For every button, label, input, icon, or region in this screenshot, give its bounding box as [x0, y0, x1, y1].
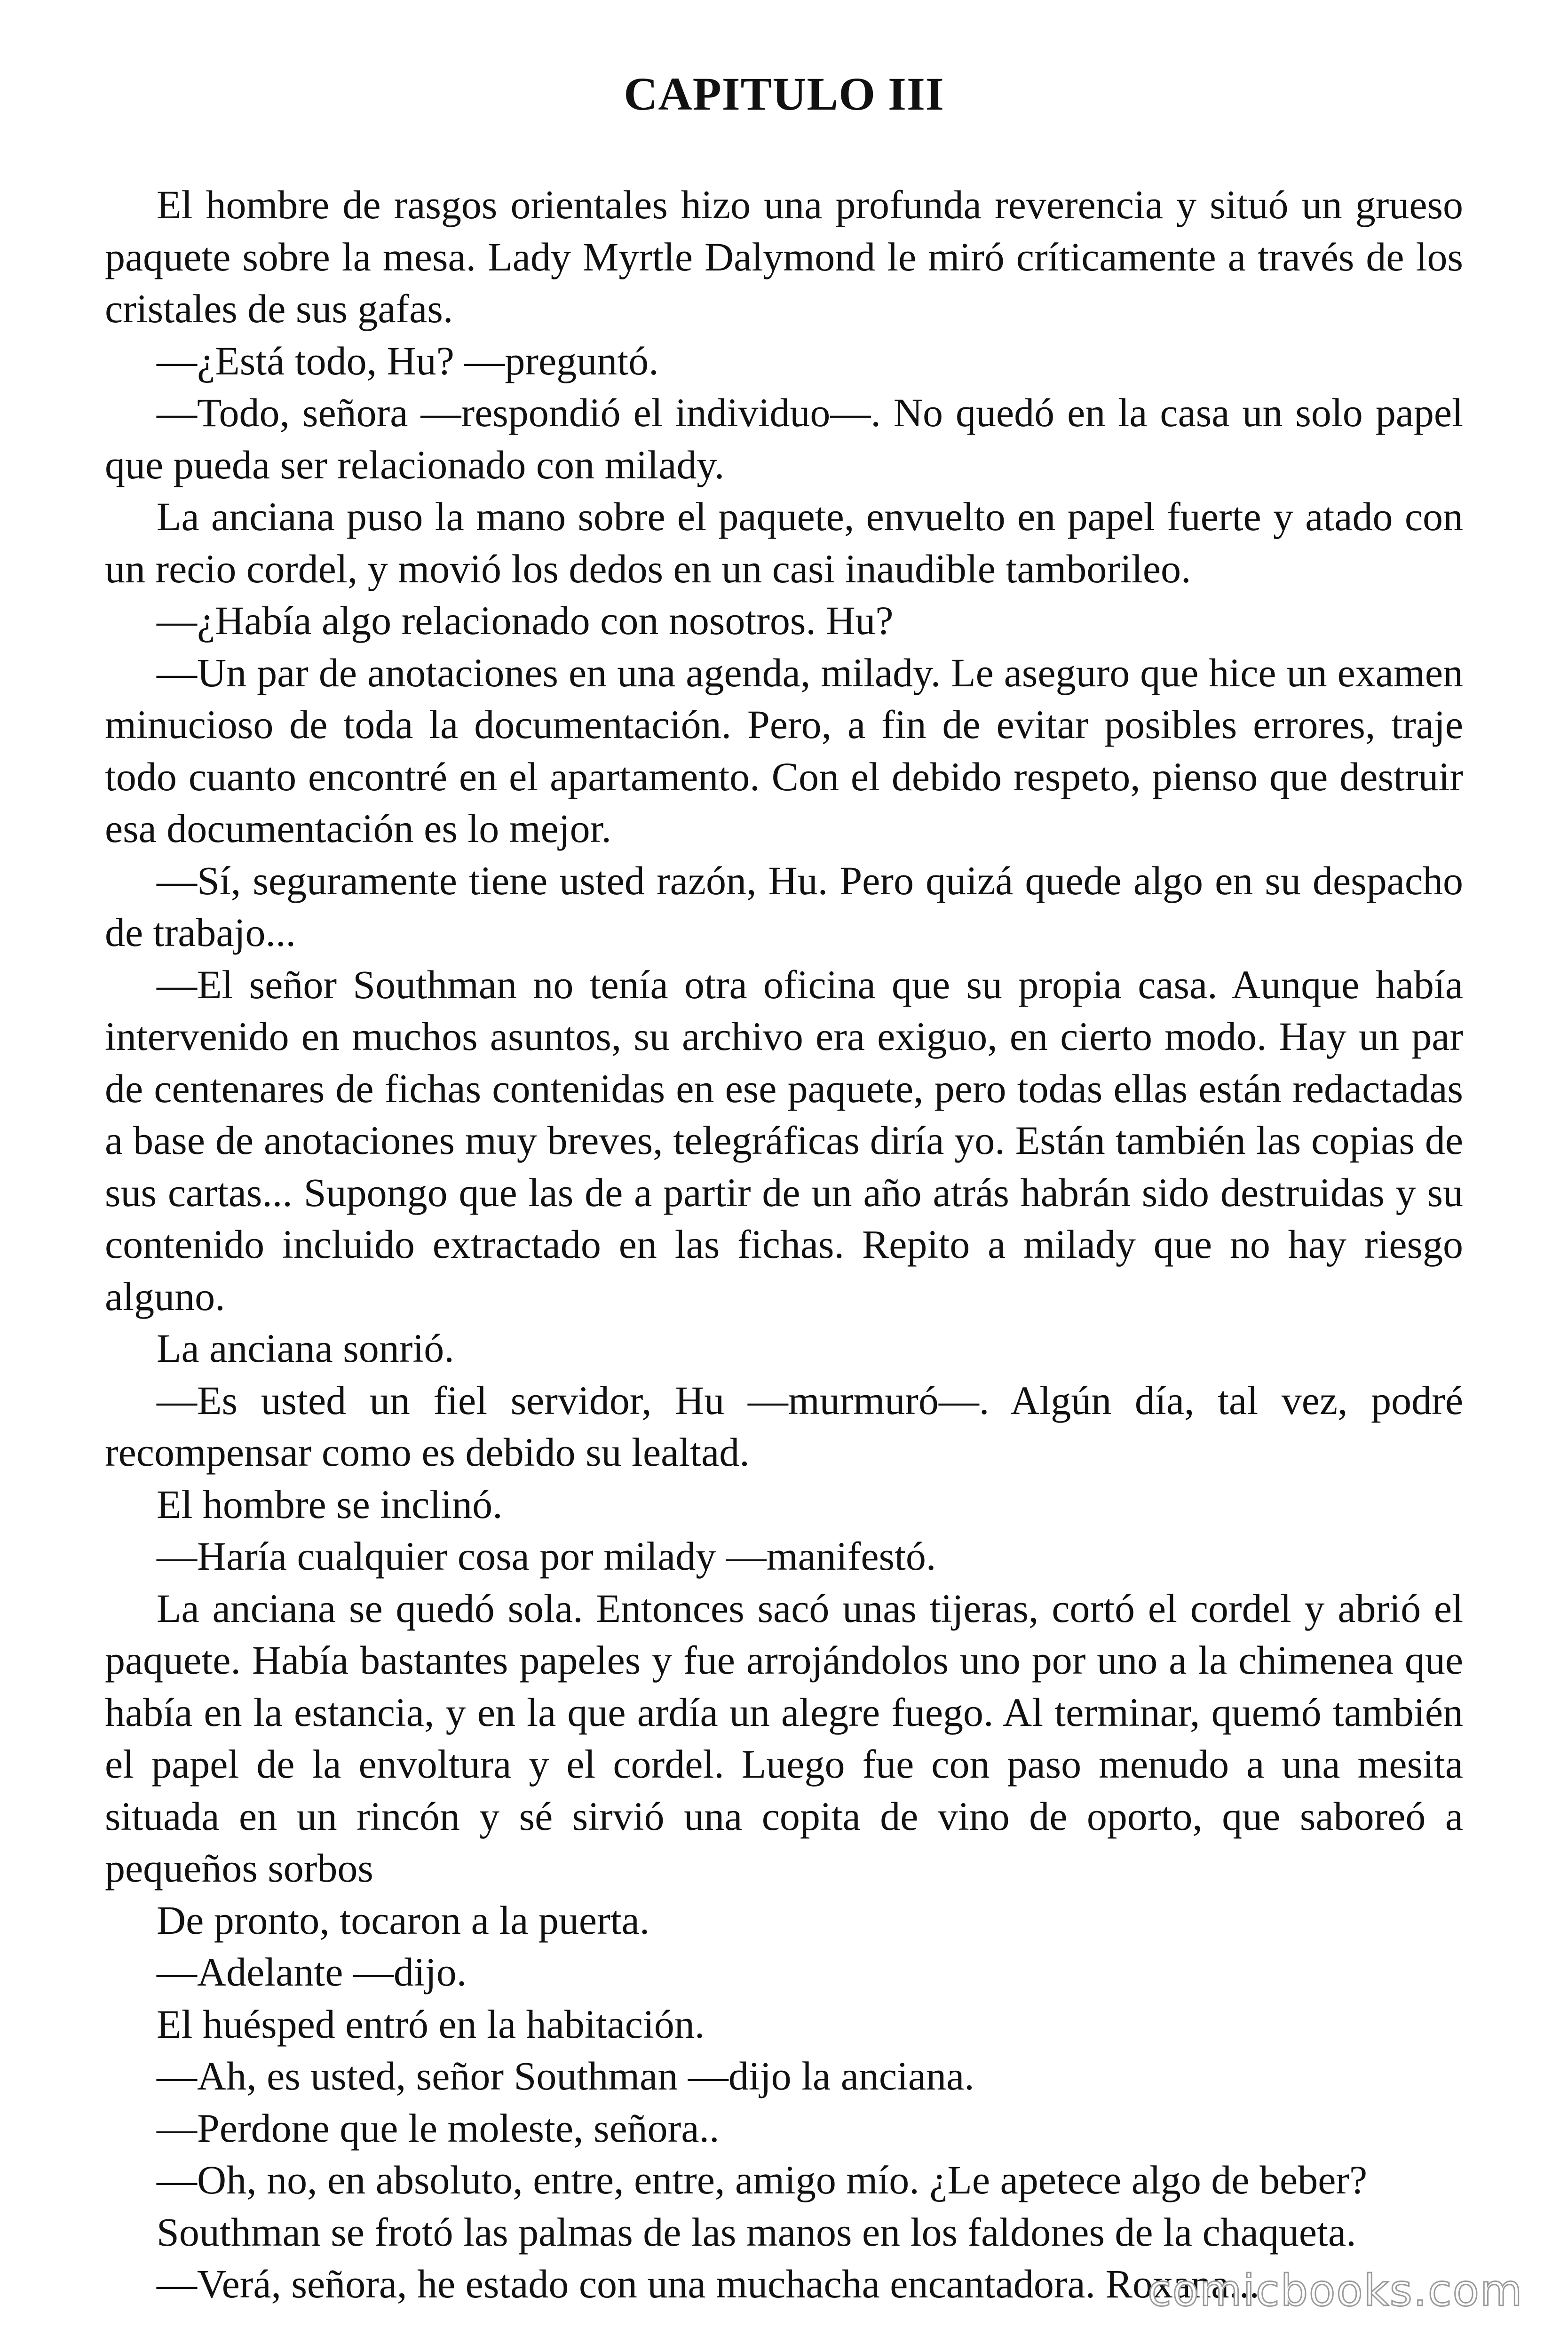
- paragraph: —Sí, seguramente tiene usted razón, Hu. Pero quizá quede algo en su despacho de trabajo...: [105, 858, 1463, 955]
- paragraph: El huésped entró en la habitación.: [157, 2001, 705, 2047]
- paragraph: Southman se frotó las palmas de las manos en los faldones de la chaqueta.: [157, 2209, 1356, 2255]
- paragraph: —Haría cualquier cosa por milady —manifestó.: [157, 1534, 936, 1579]
- paragraph: —El señor Southman no tenía otra oficina que su propia casa. Aunque había intervenido en muchos asuntos, su archivo era exiguo, en cierto modo. Hay un par de centenares de fichas contenidas en ese paquete, pero todas ellas están redactadas a base de anotaciones muy breves, telegráficas diría yo. Están también las copias de sus cartas... Supongo que las de a partir de un año atrás habrán sido destruidas y su contenido incluido extractado en las fichas. Repito a milady que no hay riesgo alguno.: [105, 961, 1463, 1319]
- paragraph: —¿Había algo relacionado con nosotros. Hu?: [157, 598, 894, 643]
- paragraph: La anciana se quedó sola. Entonces sacó unas tijeras, cortó el cordel y abrió el paquete. Había bastantes papeles y fue arrojándolos uno por uno a la chimenea que había en la estancia, y en la que ardía un alegre fuego. Al terminar, quemó también el papel de la envoltura y el cordel. Luego fue con paso menudo a una mesita situada en un rincón y sé sirvió una copita de vino de oporto, que saboreó a pequeños sorbos: [105, 1585, 1463, 1891]
- paragraph: —Ah, es usted, señor Southman —dijo la anciana.: [157, 2053, 974, 2098]
- paragraph: —¿Está todo, Hu? —preguntó.: [157, 338, 659, 383]
- chapter-title: CAPITULO III: [624, 68, 944, 120]
- paragraph: —Adelante —dijo.: [157, 1949, 467, 1994]
- paragraph: El hombre de rasgos orientales hizo una profunda reverencia y situó un grueso paquete sobre la mesa. Lady Myrtle Dalymond le miró críticamente a través de los cristales de sus gafas.: [105, 182, 1463, 331]
- paragraph: —Un par de anotaciones en una agenda, milady. Le aseguro que hice un examen minucioso de toda la documentación. Pero, a fin de evitar posibles errores, traje todo cuanto encontré en el apartamento. Con el debido respeto, pienso que destruir esa documentación es lo mejor.: [105, 650, 1463, 851]
- paragraph: —Es usted un fiel servidor, Hu —murmuró—. Algún día, tal vez, podré recompensar como es debido su lealtad.: [105, 1377, 1463, 1475]
- watermark-logo: comicbooks.com: [1148, 2265, 1523, 2316]
- chapter-body: [105, 179, 1463, 2310]
- paragraph: —Oh, no, en absoluto, entre, entre, amigo mío. ¿Le apetece algo de beber?: [157, 2157, 1368, 2202]
- paragraph: De pronto, tocaron a la puerta.: [157, 1897, 650, 1943]
- paragraph: —Todo, señora —respondió el individuo—. No quedó en la casa un solo papel que pueda ser relacionado con milady.: [105, 390, 1463, 487]
- paragraph: La anciana puso la mano sobre el paquete, envuelto en papel fuerte y atado con un recio cordel, y movió los dedos en un casi inaudible tamborileo.: [105, 494, 1463, 591]
- paragraph: La anciana sonrió.: [157, 1326, 454, 1371]
- paragraph: —Perdone que le moleste, señora..: [157, 2105, 720, 2151]
- paragraph: El hombre se inclinó.: [157, 1481, 503, 1527]
- paragraph: —Verá, señora, he estado con una muchacha encantadora. Roxana...: [157, 2261, 1259, 2306]
